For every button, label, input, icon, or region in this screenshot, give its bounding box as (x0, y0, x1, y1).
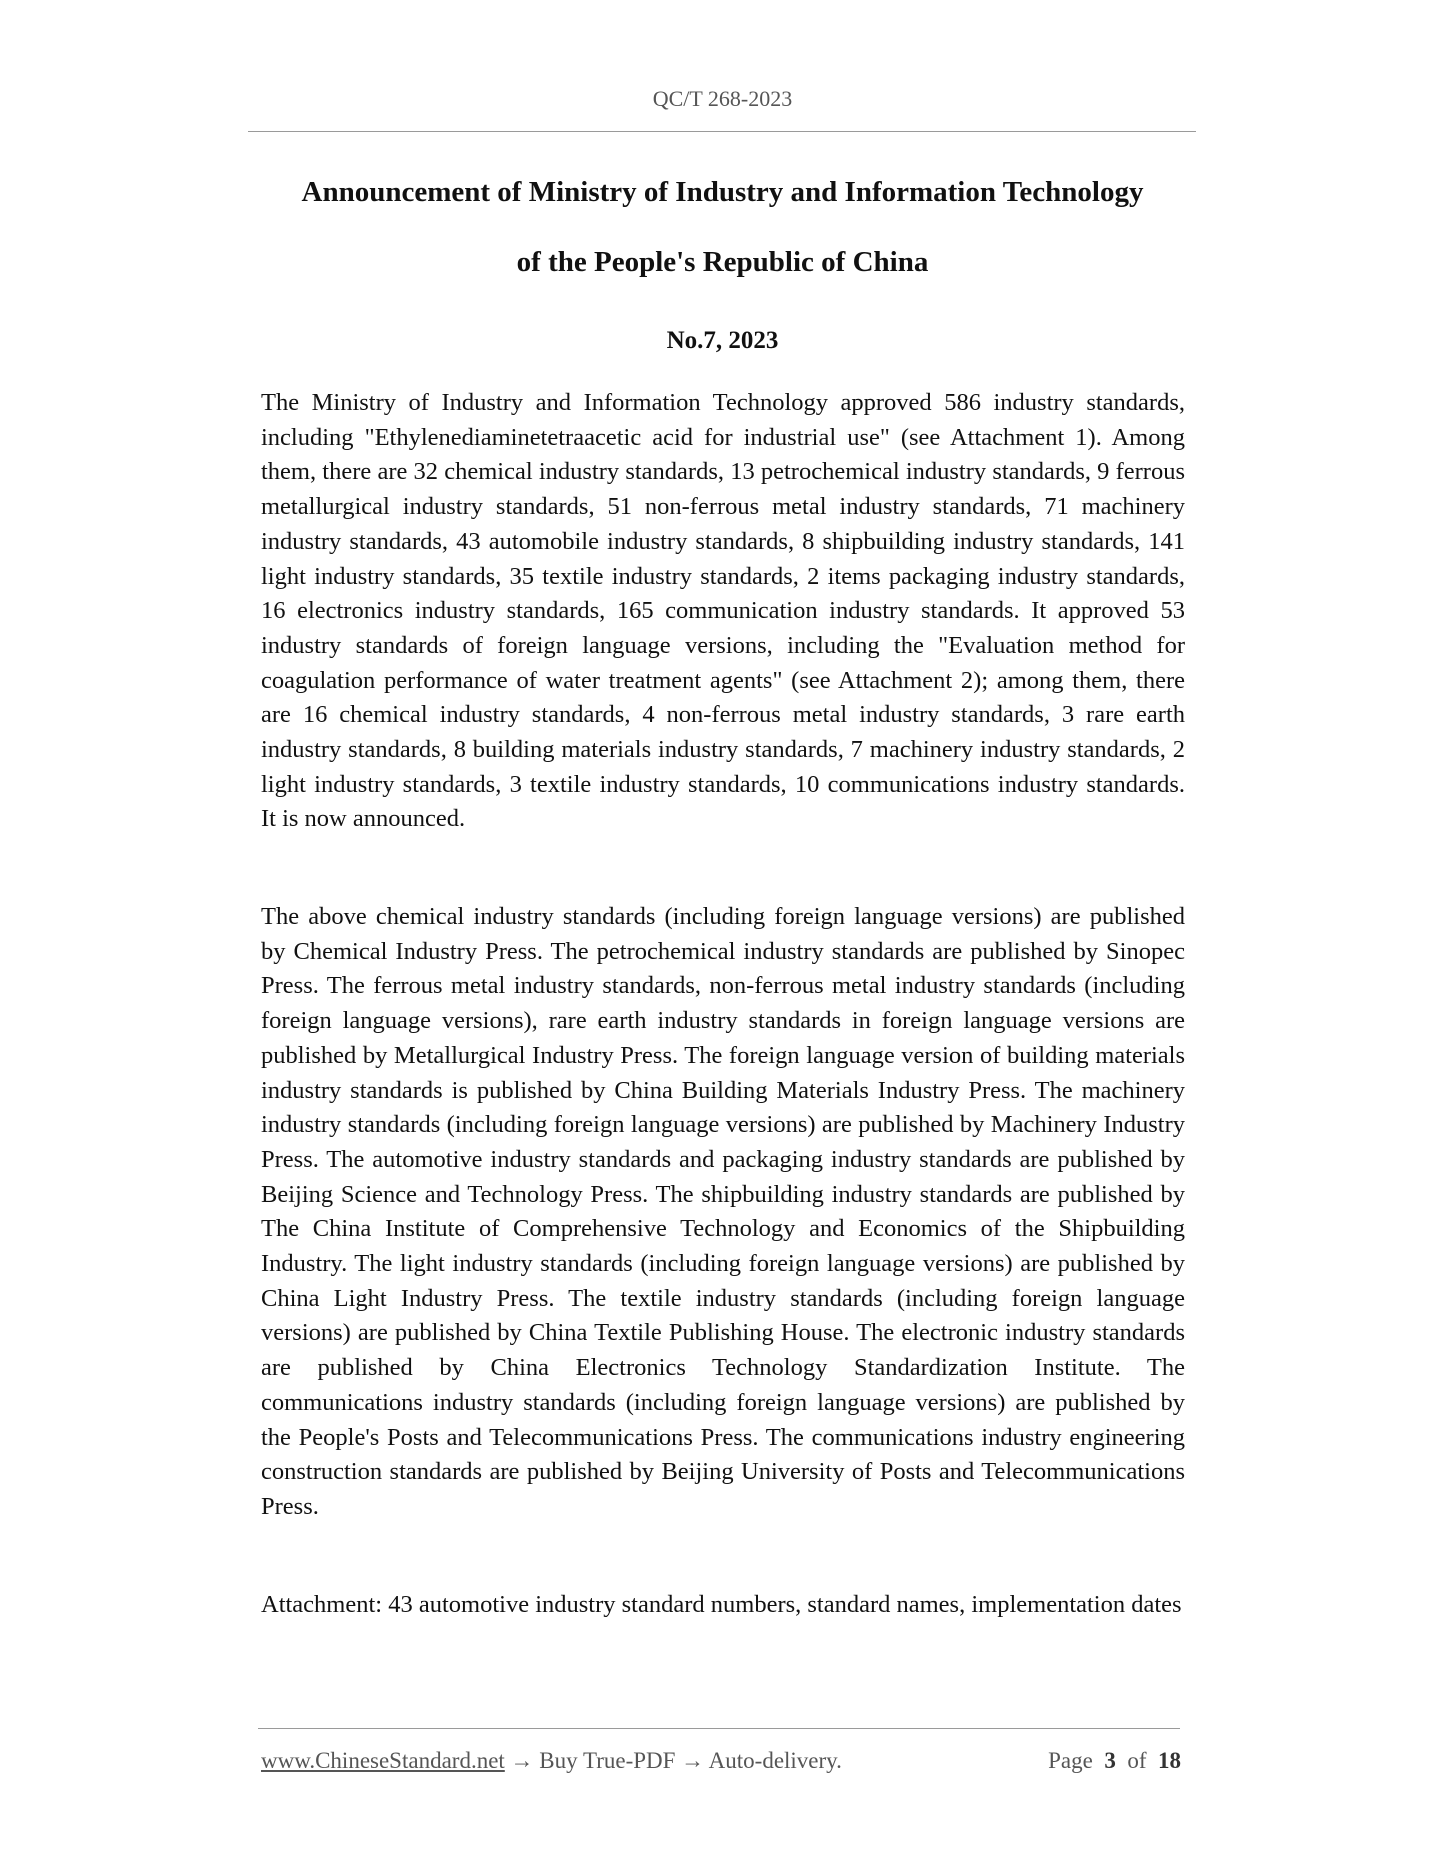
paragraph-approved-standards: The Ministry of Industry and Information Technology approved 586 industry standards, including "Ethylenediaminetetraacetic acid for industrial use" (see Attachment 1). Among them, there are 32 chemical industry standards, 13 petrochemical industry standards, 9 ferrous metallurgical industry standards, 51 non-ferrous metal industry standards, 71 machinery industry standards, 43 automobile industry standards, 8 shipbuilding industry standards, 141 light industry standards, 35 textile industry standards, 2 items packaging industry standards, 16 electronics industry standards, 165 communication industry standards. It approved 53 industry standards of foreign language versions, including the "Evaluation method for coagulation performance of water treatment agents" (see Attachment 2); among them, there are 16 chemical industry standards, 4 non-ferrous metal industry standards, 3 rare earth industry standards, 8 building materials industry standards, 7 machinery industry standards, 2 light industry standards, 3 textile industry standards, 10 communications industry standards. It is now announced. (261, 389, 1185, 833)
page-total: 18 (1158, 1748, 1181, 1773)
announcement-number: No.7, 2023 (666, 327, 779, 354)
document-code-header: QC/T 268-2023 (652, 86, 793, 111)
footer-divider (258, 1728, 1180, 1729)
page-current: 3 (1104, 1748, 1116, 1773)
announcement-title-line-2: of the People's Republic of China (516, 246, 929, 278)
page-of-label: of (1127, 1748, 1147, 1773)
paragraph-publishers: The above chemical industry standards (including foreign language versions) are published by Chemical Industry Press. The petrochemical industry standards are published by Sinopec Press. The ferrous metal industry standards, non-ferrous metal industry standards (including foreign language versions), rare earth industry standards in foreign language versions are published by Metallurgical Industry Press. The foreign language version of building materials industry standards is published by China Building Materials Industry Press. The machinery industry standards (including foreign language versions) are published by Machinery Industry Press. The automotive industry standards and packaging industry standards are published by Beijing Science and Technology Press. The shipbuilding industry standards are published by The China Institute of Comprehensive Technology and Economics of the Shipbuilding Industry. The light industry standards (including foreign language versions) are published by China Light Industry Press. The textile industry standards (including foreign language versions) are published by China Textile Publishing House. The electronic industry standards are published by China Electronics Technology Standardization Institute. The communications industry standards (including foreign language versions) are published by the People's Posts and Telecommunications Press. The communications industry engineering construction standards are published by Beijing University of Posts and Telecommunications Press. (261, 903, 1185, 1520)
page-label: Page (1048, 1748, 1093, 1773)
footer-promo (261, 1748, 842, 1774)
website-link[interactable]: www.ChineseStandard.net (261, 1748, 505, 1773)
footer-tagline: → Buy True-PDF → Auto-delivery. (504, 1748, 842, 1773)
announcement-title-line-1: Announcement of Ministry of Industry and Information Technology (301, 176, 1144, 208)
paragraph-attachment: Attachment: 43 automotive industry standard numbers, standard names, implementation dates (261, 1591, 1182, 1618)
header-divider (248, 131, 1196, 132)
page-indicator (1048, 1748, 1181, 1774)
